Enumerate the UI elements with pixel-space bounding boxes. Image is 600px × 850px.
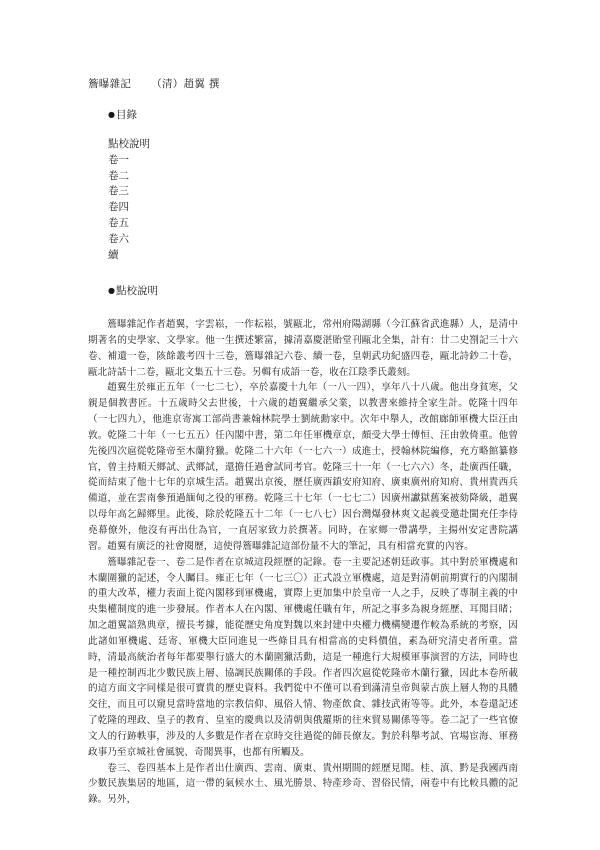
notes-paragraph: 卷三、卷四基本上是作者出仕廣西、雲南、廣東、貴州期間的經歷見聞。桂、滇、黔是我國西南少數民族集居的地區，這一帶的氣候水土、風光勝景、特產珍奇、習俗民情，兩卷中有比較具體的記錄。另外， [88, 762, 518, 806]
notes-paragraph: 簷曝雜記作者趙翼，字雲崧，一作耘崧，號甌北，常州府陽湖縣（今江蘇省武進縣）人，是清中期著名的史學家、文學家。他一生撰述繁富，據清嘉慶湛貽堂刊甌北全集，計有：廿二史劄記三十六卷、補遺一卷，陔餘叢考四十三卷，簷曝雜記六卷、續一卷，皇朝武功紀盛四卷，甌北詩鈔二十卷，甌北詩話十二卷，甌北文集五十三卷。另輯有成語一卷，收在江陰季氏叢刻。 [88, 319, 518, 378]
notes-paragraph: 簷曝雜記卷一、卷二是作者在京城這段經歷的記錄。卷一主要記述朝廷政事。其中對於軍機處和木蘭圍獵的記述，令人矚目。雍正七年（一七三〇）正式設立軍機處，這是對清朝前期實行的內閣制的重大改革，權力表面上從內閣移到軍機處，實際上更加集中於皇帝一人之手，反映了專制主義的中央集權制度的進一步發展。作者本人在內閣、軍機處任職有年，所記之事多為親身經歷、耳聞目睹；加之趙翼諳熟典章，擅長考據，能從歷史角度對魏以來封建中央權力機構變遷作較為系統的考察，因此諸如軍機處、廷寄、軍機大臣同進見一些條目具有相當高的史料價值，素為研究清史者所重。當時，清最高統治者每年都要舉行盛大的木蘭圍獵活動，這是一種進行大規模軍事演習的方法，同時也是一種控制西北少數民族上層、協調民族關係的手段。作者四次扈從乾隆帝木蘭行獵，因此本卷所載的這方面文字同樣是很可寶貴的歷史資料。我們從中不僅可以看到滿清皇帝與蒙古族上層人物的具體交往，而且可以窺見當時當地的宗教信仰、風俗人情、物產飲食、雜技武術等等。此外，本卷還記述了乾隆的理政、皇子的教育、皇室的慶典以及清朝與俄羅斯的往來貿易關係等等。卷二記了一些官僚文人的行跡軼事，涉及的人多數是作者在京時交往過從的師長僚友。對於科舉考試、官場宦海、軍務政事乃至京城社會風貌、奇聞異事，也都有所觸及。 [88, 556, 518, 758]
bullet-icon: ● [108, 286, 115, 295]
notes-heading-label: 點校說明 [115, 285, 158, 297]
toc-item-volume-1[interactable]: 卷一 [108, 153, 129, 166]
toc-item-volume-4[interactable]: 卷四 [108, 201, 129, 214]
toc-item-volume-6[interactable]: 卷六 [108, 232, 129, 245]
book-title: 簷曝雜記 [88, 78, 132, 90]
table-of-contents [108, 137, 150, 263]
toc-heading[interactable] [108, 107, 137, 122]
notes-body [88, 317, 518, 808]
book-author: （清）趙翼 撰 [151, 78, 220, 90]
toc-heading-label: 目錄 [115, 109, 137, 121]
notes-heading[interactable] [108, 283, 158, 298]
toc-item-volume-3[interactable]: 卷三 [108, 185, 129, 198]
toc-item-volume-5[interactable]: 卷五 [108, 216, 129, 229]
toc-item-notes[interactable]: 點校說明 [108, 138, 150, 150]
title-line [88, 76, 220, 91]
bullet-icon: ● [108, 110, 115, 119]
notes-paragraph: 趙翼生於雍正五年（一七二七），卒於嘉慶十九年（一八一四），享年八十八歲。他出身貧寒，父親是個教書匠。十五歲時父去世後，十六歲的趙翼繼承父業，以教書來維持全家生計。乾隆十四年（一七四九），他進京寄寓工部尚書兼翰林院學士劉統勳家中。次年中舉人，改館廊師軍機大臣汪由敦。乾隆二十年（一七五五）任內閣中書，第二年任軍機章京，頗受大學士傅恒、汪由敦倚重。他曾先後四次扈從乾隆帝至木蘭狩獵。乾隆二十六年（一七六一）成進士，授翰林院編修，充方略館纂修官，曾主持順天鄉試、武鄉試，還擔任過會試同考官。乾隆三十一年（一七六六）冬，赴廣西任職，從而結束了他十七年的京城生活。趙翼出京後，歷任廣西鎮安府知府、廣東廣州府知府、貴州貴西兵備道，並在雲南參預過緬甸之役的軍務。乾隆三十七年（一七七二）因廣州讞獄舊案被劾降級，趙翼以母年高乞歸鄉里。此後，除於乾隆五十二年（一七八七）因台灣爆發林爽文起義受邀赴閩充任李侍堯幕僚外，他沒有再出仕為官，一直居家致力於撰著。同時，在家鄉一帶講學，主揚州安定書院講習。趙翼有廣泛的社會閱歷，這使得簷曝雜記這部份量不大的筆記，具有相當充實的內容。 [88, 382, 518, 552]
toc-item-volume-2[interactable]: 卷二 [108, 169, 129, 182]
toc-item-continuation[interactable]: 續 [108, 248, 119, 261]
